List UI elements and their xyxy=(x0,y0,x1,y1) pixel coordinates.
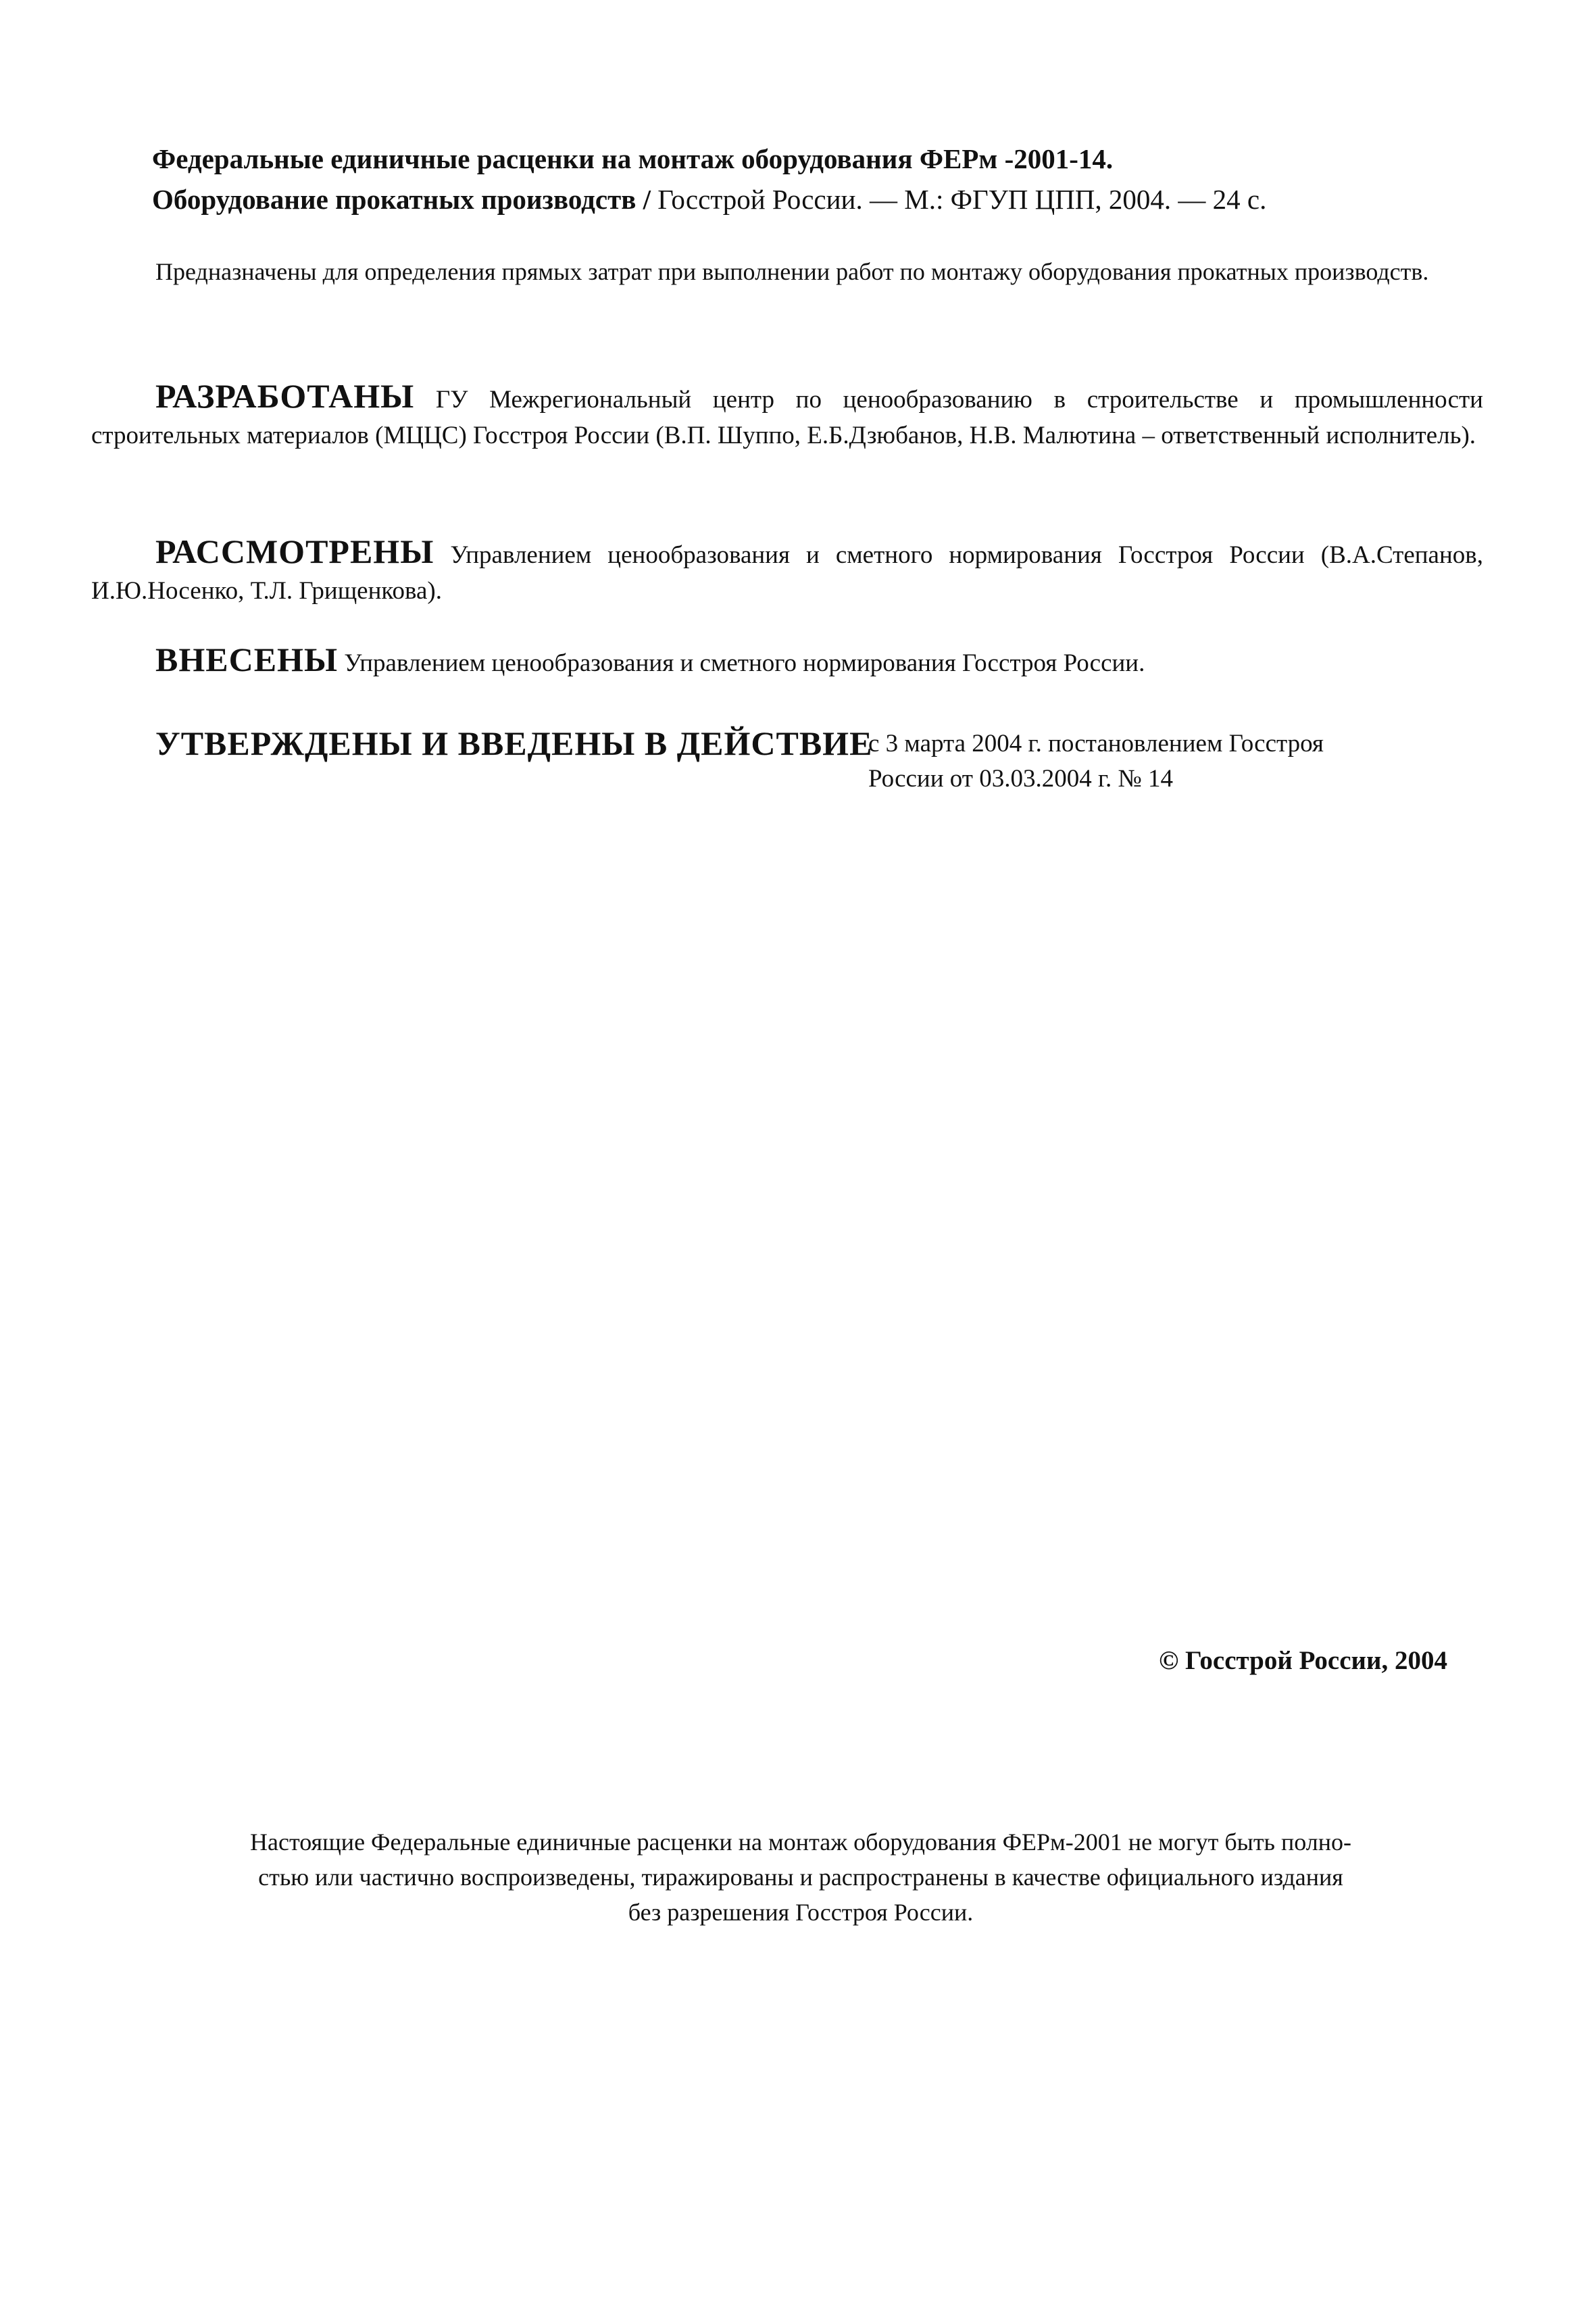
bibliographic-title xyxy=(152,139,1436,220)
developed-lead: РАЗРАБОТАНЫ xyxy=(155,377,415,415)
approved-text xyxy=(868,726,1476,797)
title-line-2-bold: Оборудование прокатных производств / xyxy=(152,184,651,215)
submitted-paragraph xyxy=(91,642,1483,681)
reviewed-text: Управлением ценообразования и сметного нормирования Госстроя России (В.А.Степанов, И.Ю.Носенко, Т.Л. Грищенкова). xyxy=(91,541,1483,605)
developed-text: ГУ Межрегиональный центр по ценообразованию в строительстве и промышленности строительных материалов (МЦЦС) Госстроя России (В.П. Шуппо, Е.Б.Дзюбанов, Н.В. Малютина – ответственный исполнитель). xyxy=(91,386,1483,449)
reproduction-notice xyxy=(159,1824,1443,1930)
notice-line-3: без разрешения Госстроя России. xyxy=(628,1899,974,1926)
approved-text-line-1: с 3 марта 2004 г. постановлением Госстроя xyxy=(868,730,1324,757)
approved-text-line-2: России от 03.03.2004 г. № 14 xyxy=(868,765,1174,793)
submitted-lead: ВНЕСЕНЫ xyxy=(155,641,339,678)
reviewed-paragraph xyxy=(91,534,1483,609)
submitted-text: Управлением ценообразования и сметного нормирования Госстроя России. xyxy=(338,649,1145,677)
notice-line-2: стью или частично воспроизведены, тиражированы и распространены в качестве официального издания xyxy=(258,1864,1343,1891)
title-line-1: Федеральные единичные расценки на монтаж оборудования ФЕРм -2001-14. xyxy=(152,143,1114,174)
approved-lead: УТВЕРЖДЕНЫ И ВВЕДЕНЫ В ДЕЙСТВИЕ xyxy=(155,724,873,762)
notice-line-1: Настоящие Федеральные единичные расценки на монтаж оборудования ФЕРм-2001 не могут быть полно- xyxy=(250,1828,1351,1856)
copyright-notice: © Госстрой России, 2004 xyxy=(1159,1646,1447,1675)
title-line-2 xyxy=(152,179,1436,220)
developed-paragraph xyxy=(91,378,1483,453)
title-line-2-rest: Госстрой России. — М.: ФГУП ЦПП, 2004. — 24 с. xyxy=(651,184,1267,215)
reviewed-lead: РАССМОТРЕНЫ xyxy=(155,532,434,570)
purpose-paragraph: Предназначены для определения прямых затрат при выполнении работ по монтажу оборудования прокатных производств. xyxy=(155,258,1429,285)
